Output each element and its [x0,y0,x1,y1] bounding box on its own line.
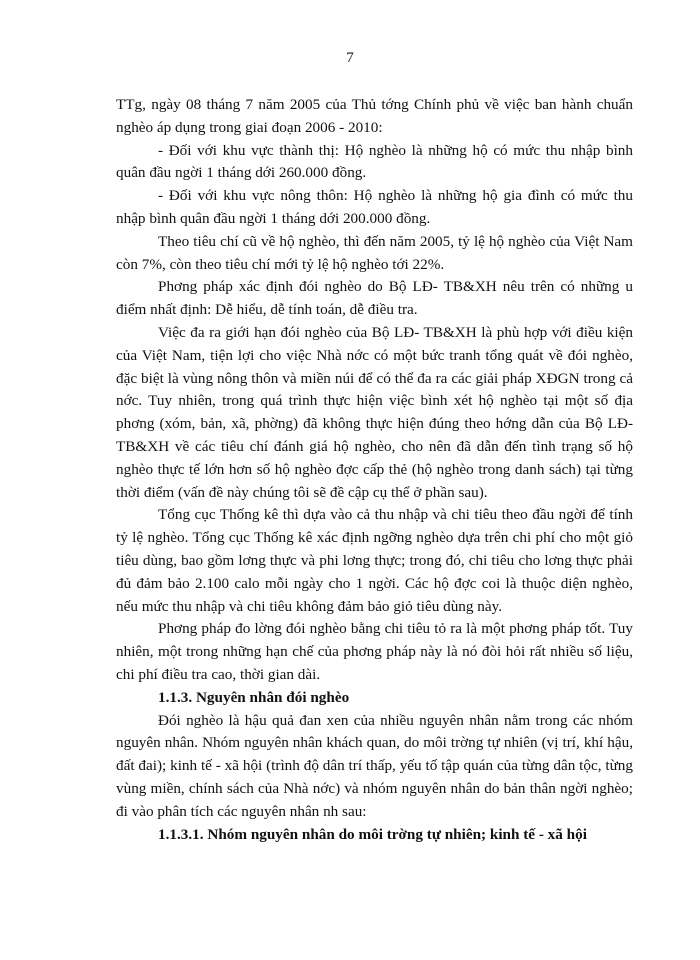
section-heading-causes: 1.1.3. Nguyên nhân đói nghèo [158,688,350,706]
paragraph-poverty-line-suitability: Việc đa ra giới hạn đói nghèo của Bộ LĐ- TB&XH là phù hợp với điều kiện của Việt Nam, tiện lợi cho việc Nhà nớc có một bức tranh tổng quát về đói nghèo, đặc biệt là vùng nông thôn và miền núi để có thể đa ra các giải pháp XĐGN trong cả nớc. Tuy nhiên, trong quá trình thực hiện việc bình xét hộ nghèo tại một số địa phơng (xóm, bản, xã, phờng) đã không thực hiện đúng theo hớng dẫn của Bộ LĐ- TB&XH về các tiêu chí đánh giá hộ nghèo, cho nên đã dẫn đến tình trạng số hộ nghèo thực tế lớn hơn số hộ nghèo đợc cấp thẻ (hộ nghèo trong danh sách) tại từng thời điểm (vấn đề này chúng tôi sẽ đề cập cụ thể ở phần sau). [116,323,633,501]
paragraph-rural-standard: - Đối với khu vực nông thôn: Hộ nghèo là những hộ gia đình có mức thu nhập bình quân đầu ngời 1 tháng dới 200.000 đồng. [116,187,633,227]
paragraph-poverty-rate: Theo tiêu chí cũ về hộ nghèo, thì đến năm 2005, tỷ lệ hộ nghèo của Việt Nam còn 7%, còn theo tiêu chí mới tỷ lệ hộ nghèo tới 22%. [116,232,633,273]
paragraph-urban-standard: - Đối với khu vực thành thị: Hộ nghèo là những hộ có mức thu nhập bình quân đầu ngời 1 tháng dới 260.000 đồng. [116,141,633,182]
paragraph-method-advantages: Phơng pháp xác định đói nghèo do Bộ LĐ- TB&XH nêu trên có những u điểm nhất định: Dễ hiểu, dễ tính toán, dễ điều tra. [116,278,633,319]
paragraph-expenditure-method: Phơng pháp đo lờng đói nghèo bằng chi tiêu tỏ ra là một phơng pháp tốt. Tuy nhiên, một trong những hạn chế của phơng pháp này là nó đòi hỏi rất nhiều số liệu, chi phí điều tra cao, thời gian dài. [116,620,633,683]
paragraph-gso-method: Tổng cục Thống kê thì dựa vào cả thu nhập và chi tiêu theo đầu ngời để tính tỷ lệ nghèo. Tổng cục Thống kê xác định ngỡng nghèo dựa trên chi phí cho một giỏ tiêu dùng, bao gồm lơng thực và phi lơng thực; trong đó, chi tiêu cho lơng thực phải đủ đảm bảo 2.100 calo mỗi ngày cho 1 ngời. Các hộ đợc coi là thuộc diện nghèo, nếu mức thu nhập và chi tiêu không đảm bảo giỏ tiêu dùng này. [116,506,633,615]
subsection-heading-environment: 1.1.3.1. Nhóm nguyên nhân do môi trờng tự nhiên; kinh tế - xã hội [158,825,587,843]
paragraph-causes-overview: Đói nghèo là hậu quả đan xen của nhiều nguyên nhân nằm trong các nhóm nguyên nhân. Nhóm nguyên nhân khách quan, do môi trờng tự nhiên (vị trí, khí hậu, đất đai); kinh tế - xã hội (trình độ dân trí thấp, yếu tố tập quán của từng dân tộc, từng vùng miền, chính sách của Nhà nớc) và nhóm nguyên nhân do bản thân ngời nghèo; đi vào phân tích các nguyên nhân nh sau: [116,711,633,820]
page-number: 7 [346,50,354,66]
paragraph-decision-reference: TTg, ngày 08 tháng 7 năm 2005 của Thủ tớng Chính phủ về việc ban hành chuẩn nghèo áp dụng trong giai đoạn 2006 - 2010: [116,96,633,136]
document-body [116,94,633,846]
